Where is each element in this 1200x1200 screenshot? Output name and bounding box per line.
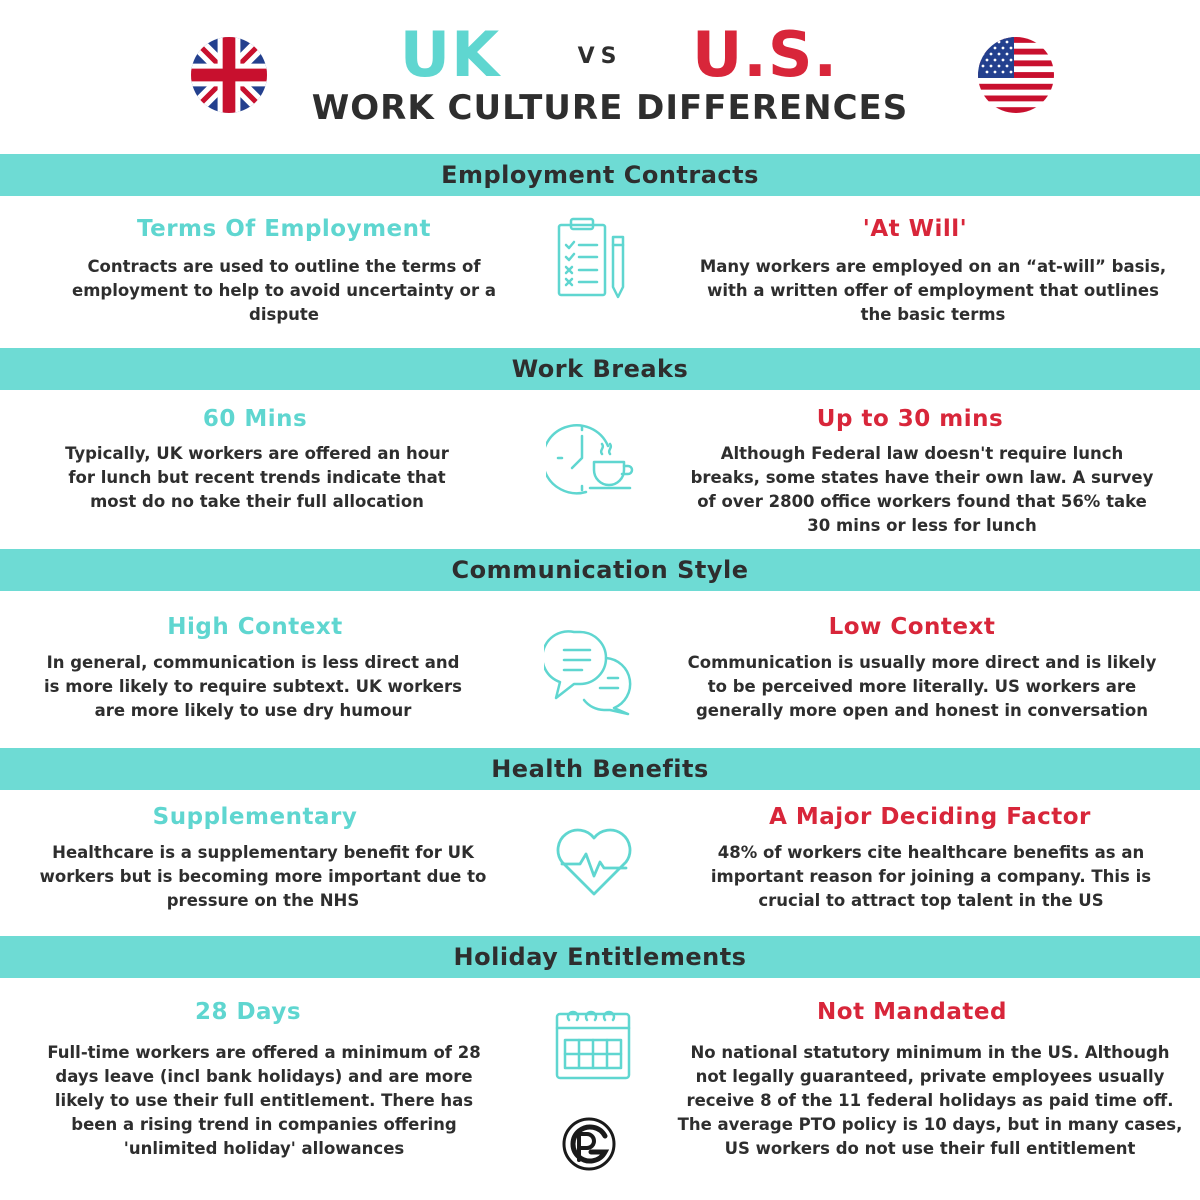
us-heading-up-to-30: Up to 30 mins [816, 406, 1004, 432]
uk-heading-high-context: High Context [167, 614, 343, 640]
us-heading-not-mandated: Not Mandated [817, 999, 1007, 1025]
uk-heading-supplementary: Supplementary [152, 804, 358, 830]
clock-coffee-icon [546, 418, 638, 498]
uk-heading-60-mins: 60 Mins [202, 406, 308, 432]
uk-text-supplementary: Healthcare is a supplementary benefit for UK workers but is becoming more important due to pressure on the NHS [39, 843, 487, 910]
uk-text-terms: Contracts are used to outline the terms of employment to help to avoid uncertainty or a dispute [72, 257, 496, 324]
us-text-low-context: Communication is usually more direct and is likely to be perceived more literally. US workers are generally more open and honest in conversation [687, 653, 1157, 720]
us-heading-major-factor: A Major Deciding Factor [769, 804, 1091, 830]
section-band-work-breaks: Work Breaks [0, 348, 1200, 390]
section-band-holiday-entitlements: Holiday Entitlements [0, 936, 1200, 978]
title-us: U.S. [691, 18, 839, 91]
company-logo-icon [561, 1116, 617, 1172]
us-text-not-mandated: No national statutory minimum in the US. Although not legally guaranteed, private employees usually receive 8 of the 11 federal holidays as paid time off. The average PTO policy is 10 days, but in many cases, US workers do not use their full entitlement [677, 1043, 1183, 1158]
page-subtitle: WORK CULTURE DIFFERENCES [311, 88, 909, 128]
section-band-health-benefits: Health Benefits [0, 748, 1200, 790]
us-text-major-factor: 48% of workers cite healthcare benefits as an important reason for joining a company. This is crucial to attract top talent in the US [710, 843, 1152, 910]
calendar-icon [553, 1002, 633, 1082]
uk-text-high-context: In general, communication is less direct and is more likely to require subtext. UK workers are more likely to use dry humour [44, 653, 462, 720]
heartbeat-icon [554, 826, 634, 898]
us-text-at-will: Many workers are employed on an “at-will” basis, with a written offer of employment that outlines the basic terms [699, 257, 1167, 324]
us-flag-icon [978, 37, 1054, 113]
section-band-employment-contracts: Employment Contracts [0, 154, 1200, 196]
us-heading-low-context: Low Context [828, 614, 996, 640]
title-uk: UK [399, 18, 501, 91]
uk-flag-icon [191, 37, 267, 113]
clipboard-checklist-icon [555, 215, 635, 300]
us-text-up-to-30: Although Federal law doesn't require lunch breaks, some states have their own law. A survey of over 2800 office workers found that 56% take 30 mins or less for lunch [690, 444, 1154, 535]
section-band-communication-style: Communication Style [0, 549, 1200, 591]
uk-text-28-days: Full-time workers are offered a minimum of 28 days leave (incl bank holidays) and are more likely to use their full entitlement. There has been a rising trend in companies offering 'unlimited holiday' allowances [47, 1043, 481, 1158]
uk-heading-terms: Terms Of Employment [136, 216, 432, 242]
title-vs: VS [577, 44, 623, 69]
chat-bubbles-icon [544, 628, 640, 716]
uk-heading-28-days: 28 Days [194, 999, 302, 1025]
us-heading-at-will: 'At Will' [862, 216, 968, 242]
uk-text-60-mins: Typically, UK workers are offered an hour for lunch but recent trends indicate that most do no take their full allocation [65, 444, 449, 511]
